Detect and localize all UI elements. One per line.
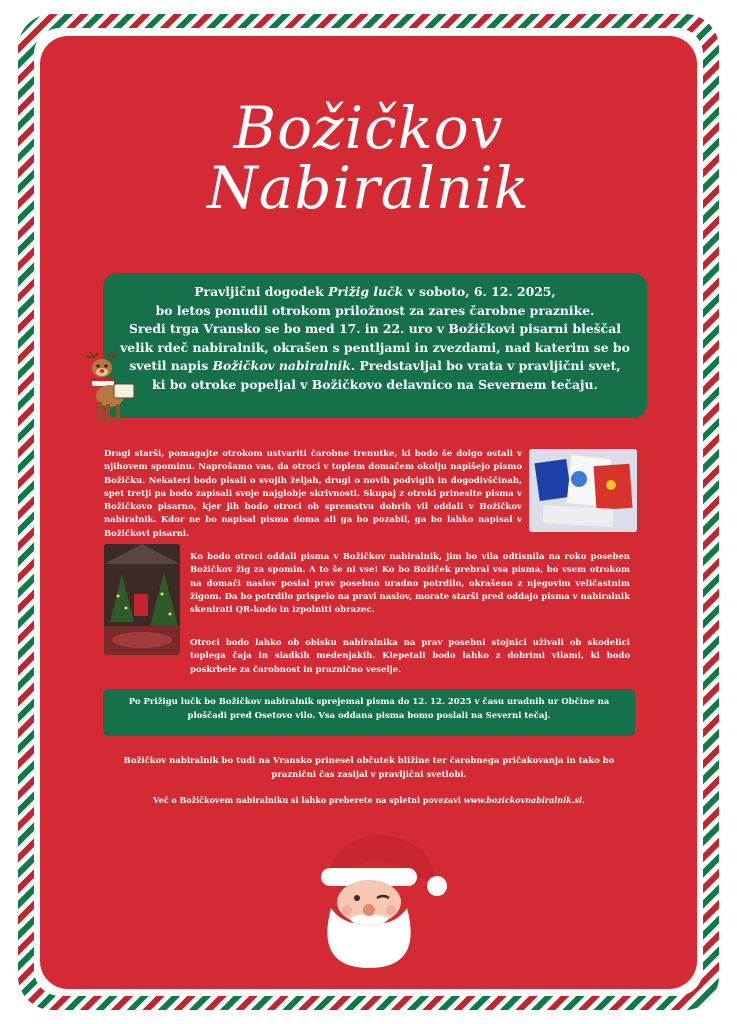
- intro-line-4: velik rdeč nabiralnik, okrašen s pentljami in zvezdami, nad katerim se bo: [120, 339, 630, 355]
- paragraph-stand: Otroci bodo lahko ob obisku nabiralnika na prav posebni stojnici uživali ob skodelici toplega čaja in sladkih medenjakih. Klepetali bodo lahko z dobrimi vilami, ki bodo poskrbele za čarobnost in praznično veselje.: [190, 638, 630, 675]
- reindeer-icon: [80, 352, 142, 426]
- more-info-text: Več o Božičkovem nabiralniku si lahko preberete na spletni povezavi: [153, 795, 464, 805]
- intro-line-1: Pravljični dogodek Prižig lučk v soboto, 6. 12. 2025,: [194, 284, 556, 299]
- closing-text: Božičkov nabiralnik bo tudi na Vransko prinesel občutek bližine ter čarobnega pričakovanja in tako bo praznični čas zasijal v pravljični svetlobi.: [123, 756, 615, 780]
- tree-photo: [104, 544, 180, 655]
- intro-line-6: ki bo otroke popeljal v Božičkovo delavnico na Severnem tečaju.: [152, 376, 598, 392]
- event-name: Prižig lučk: [328, 284, 408, 299]
- poster-title: [0, 94, 737, 222]
- paragraph-parents: Dragi starši, pomagajte otrokom ustvariti čarobne trenutke, ki bodo še dolgo ostali v njihovem spominu. Naprošamo vas, da otroci v toplem domačem okolju napišejo pismo Božičku. Nekateri bodo pisali o svojih željah, drugi o novih podvigih in dogodivščinah, spet tretji pa bodo zapisali svoje najglobje skrivnosti. Skupaj z otroki prinesite pisma v Božičkovo pisarno, kjer jih bodo otroci ob spremstvu dobrih vil oddali v Božičkov nabiralnik. Kdor ne bo napisal pisma doma ali ga bo pozabil, ga bo lahko napisal v Božičkovi pisarni.: [104, 449, 522, 539]
- intro-line-5: svetil napis Božičkov nabiralnik. Predstavljal bo vrata v pravljični svet,: [129, 358, 621, 373]
- paragraph-stamp: Ko bodo otroci oddali pisma v Božičkov nabiralnik, jim bo vila odtisnila na roko poseben Božičkov žig za spomin. A to še ni vse! Ko bo Božiček prebral vsa pisma, bo vsem otrokom na domači naslov poslal prav posebno uradno potrdilo, okrašeno z njegovim veličastnim žigom. Da bo potrdilo prispelo na pravi naslov, morate starši pred oddajo pisma v nabiralnik skenirati QR-kodo in izpolniti obrazec.: [190, 552, 630, 616]
- letters-photo: [529, 449, 637, 532]
- more-info: Več o Božičkovem nabiralniku si lahko preberete na spletni povezavi www.bozickovnabiralnik.si.: [153, 795, 585, 805]
- intro-box: [103, 273, 647, 418]
- sign-name: Božičkov nabiralnik: [212, 358, 351, 373]
- title-line-1: Božičkov: [233, 94, 504, 162]
- intro-line-3: Sredi trga Vransko se bo med 17. in 22. uro v Božičkovi pisarni bleščal: [129, 321, 621, 336]
- notice-box: Po Prižigu lučk bo Božičkov nabiralnik sprejemal pisma do 12. 12. 2025 v času uradnih ur Občine na ploščadi pred Osetovo vilo. Vsa oddana pisma bomo poslali na Severni tečaj.: [103, 689, 635, 736]
- title-line-2: Nabiralnik: [207, 154, 530, 222]
- santa-face-icon: [285, 818, 451, 968]
- website-link[interactable]: www.bozickovnabiralnik.si: [463, 795, 583, 805]
- intro-line-2: bo letos ponudil otrokom priložnost za zares čarobne praznike.: [155, 302, 595, 318]
